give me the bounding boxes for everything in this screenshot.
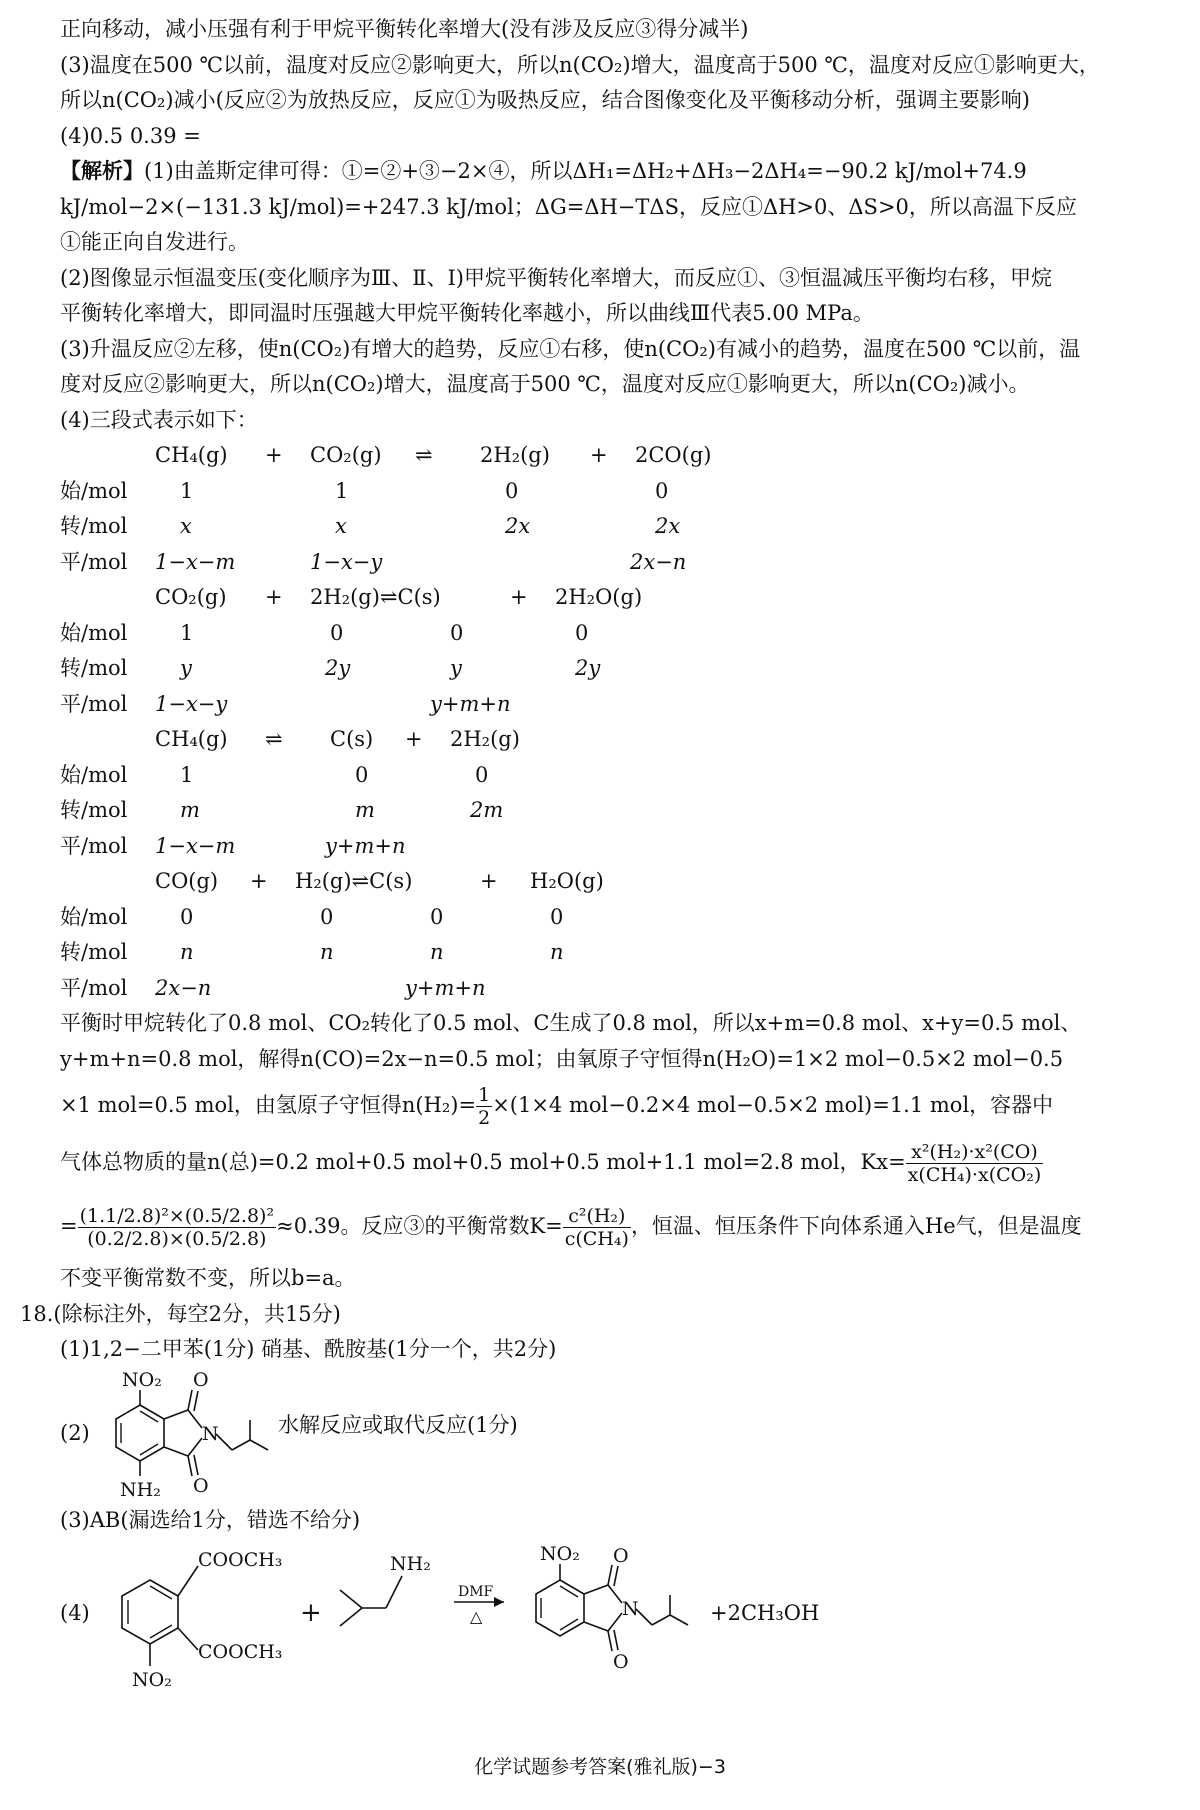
text-line: 平衡转化率增大，即同温时压强越大甲烷平衡转化率越小，所以曲线Ⅲ代表5.00 MPa。 xyxy=(60,301,874,325)
svg-text:△: △ xyxy=(470,1607,483,1626)
table-row: 转/mol m m 2m xyxy=(60,798,504,822)
text-line: 度对反应②影响更大，所以n(CO₂)增大，温度高于500 ℃，温度对反应①影响更大，所以n(CO₂)减小。 xyxy=(60,372,1030,396)
table-row: 平/mol 1−x−m y+m+n xyxy=(60,833,406,858)
text-line: = $\frac{\text{(1.1/2.8)²×(0.5/2.8)²}}{(0.2/2.8)\times(0.5/2.8)}$ ≈0.39。反应③的平衡常数K= $\frac{\text{c²(H₂)}}{\text{c(CH₄)}}$ ，恒温、恒压条件下向体系通入He气，但是温度 xyxy=(60,1205,1082,1250)
nitro-imide-product-structure xyxy=(510,1538,710,1678)
text-line: 不变平衡常数不变，所以b=a。 xyxy=(60,1266,356,1290)
q18-part2: (2) NO₂ NH₂ O O N 水解反应或取代反应(1分) xyxy=(60,1368,518,1501)
svg-text:NO₂: NO₂ xyxy=(132,1669,172,1691)
fraction: $\frac{\text{c²(H₂)}}{\text{c(CH₄)}}$ xyxy=(564,1205,629,1250)
table-row: 始/mol 1 0 0 0 xyxy=(60,620,589,645)
text-line: kJ/mol−2×(−131.3 kJ/mol)=+247.3 kJ/mol；ΔG=ΔH−TΔS，反应①ΔH>0、ΔS>0，所以高温下反应 xyxy=(60,194,1077,219)
table-row: 转/mol x x 2x 2x xyxy=(60,514,681,538)
text-line: 所以n(CO₂)减小(反应②为放热反应，反应①为吸热反应，结合图像变化及平衡移动分析，强调主要影响) xyxy=(60,88,1030,112)
table-row: 转/mol y 2y y 2y xyxy=(60,656,601,680)
text-line: ×1 mol=0.5 mol，由氢原子守恒得n(H₂)= $\frac{1}{2}$ ×(1×4 mol−0.2×4 mol−0.5×2 mol)=1.1 mol，容器中 xyxy=(60,1084,1054,1129)
text-line: (4)三段式表示如下： xyxy=(60,407,258,432)
svg-text:O: O xyxy=(613,1651,629,1673)
svg-text:N: N xyxy=(202,1422,219,1445)
analysis-label: 【解析】 xyxy=(60,159,144,183)
analysis-line: 【解析】(1)由盖斯定律可得：①=②+③−2×④，所以ΔH₁=ΔH₂+ΔH₃−2ΔH₄=−90.2 kJ/mol+74.9 xyxy=(60,159,1027,183)
equation-row: CO₂(g) + 2H₂(g)⇌C(s) + 2H₂O(g) xyxy=(155,585,643,609)
fraction: $\frac{1}{2}$ xyxy=(478,1084,491,1129)
text-line: (2)图像显示恒温变压(变化顺序为Ⅲ、Ⅱ、Ⅰ)甲烷平衡转化率增大，而反应①、③恒温减压平衡均右移，甲烷 xyxy=(60,265,1052,290)
table-row: 始/mol 1 1 0 0 xyxy=(60,478,669,503)
text-line: 气体总物质的量n(总)=0.2 mol+0.5 mol+0.5 mol+0.5 mol+1.1 mol=2.8 mol，Kx= $\frac{\text{x²(H₂)·x²(CO)}}{\text{x(CH₄)·x(CO₂)}}$ xyxy=(60,1141,1042,1186)
q18-part4: (4) COOCH₃ COOCH₃ NO₂ + NH₂ DMF △ NO₂ O O N +2CH₃OH xyxy=(60,1538,1180,1698)
fraction: $\frac{\text{(1.1/2.8)²×(0.5/2.8)²}}{(0.2/2.8)\times(0.5/2.8)}$ xyxy=(79,1205,275,1250)
fraction: $\frac{\text{x²(H₂)·x²(CO)}}{\text{x(CH₄)·x(CO₂)}}$ xyxy=(907,1141,1042,1186)
answer-page xyxy=(20,12,1180,1698)
page-footer: 化学试题参考答案(雅礼版)−3 xyxy=(474,1756,726,1778)
svg-text:O: O xyxy=(193,1474,209,1497)
nitro-amino-imide-structure xyxy=(90,1368,290,1503)
text-line: ①能正向自发进行。 xyxy=(60,230,249,254)
nitro-diester-structure xyxy=(90,1538,290,1698)
text-line: (3)温度在500 ℃以前，温度对反应②影响更大，所以n(CO₂)增大，温度高于500 ℃，温度对反应①影响更大， xyxy=(60,52,1100,77)
svg-text:N: N xyxy=(622,1598,639,1620)
svg-text:O: O xyxy=(613,1545,629,1567)
svg-text:NO₂: NO₂ xyxy=(540,1543,580,1565)
equation-row: CH₄(g) + CO₂(g) ⇌ 2H₂(g) + 2CO(g) xyxy=(155,443,712,467)
table-row: 平/mol 1−x−y y+m+n xyxy=(60,691,511,716)
equation-row: CH₄(g) ⇌ C(s) + 2H₂(g) xyxy=(155,727,520,751)
table-row: 始/mol 1 0 0 xyxy=(60,762,489,787)
question-head: 18.(除标注外，每空2分，共15分) xyxy=(20,1301,341,1326)
text-line: 正向移动，减小压强有利于甲烷平衡转化率增大(没有涉及反应③得分减半) xyxy=(60,17,749,41)
text-line: (3)AB(漏选给1分，错选不给分) xyxy=(60,1507,361,1532)
svg-text:DMF: DMF xyxy=(458,1584,494,1600)
svg-text:COOCH₃: COOCH₃ xyxy=(198,1641,283,1663)
table-row: 平/mol 1−x−m 1−x−y 2x−n xyxy=(60,549,687,574)
text-line: (1)1,2−二甲苯(1分) 硝基、酰胺基(1分一个，共2分) xyxy=(60,1337,557,1361)
svg-text:NH₂: NH₂ xyxy=(120,1478,161,1501)
table-row: 始/mol 0 0 0 0 xyxy=(60,904,564,929)
svg-text:NO₂: NO₂ xyxy=(122,1368,162,1391)
svg-text:COOCH₃: COOCH₃ xyxy=(198,1549,283,1571)
reaction-arrow xyxy=(450,1580,510,1630)
table-row: 转/mol n n n n xyxy=(60,940,564,964)
text-line: y+m+n=0.8 mol，解得n(CO)=2x−n=0.5 mol；由氧原子守恒得n(H₂O)=1×2 mol−0.5×2 mol−0.5 xyxy=(60,1046,1064,1071)
svg-text:O: O xyxy=(193,1368,209,1391)
table-row: 平/mol 2x−n y+m+n xyxy=(60,975,486,1000)
svg-text:NH₂: NH₂ xyxy=(390,1553,431,1575)
text-line: (3)升温反应②左移，使n(CO₂)有增大的趋势，反应①右移，使n(CO₂)有减小的趋势，温度在500 ℃以前，温 xyxy=(60,336,1081,361)
equation-row: CO(g) + H₂(g)⇌C(s) + H₂O(g) xyxy=(155,869,604,893)
text-line: (4)0.5 0.39 = xyxy=(60,123,201,148)
isobutylamine-structure xyxy=(330,1538,460,1648)
text-line: 平衡时甲烷转化了0.8 mol、CO₂转化了0.5 mol、C生成了0.8 mol，所以x+m=0.8 mol、x+y=0.5 mol、 xyxy=(60,1011,1082,1035)
